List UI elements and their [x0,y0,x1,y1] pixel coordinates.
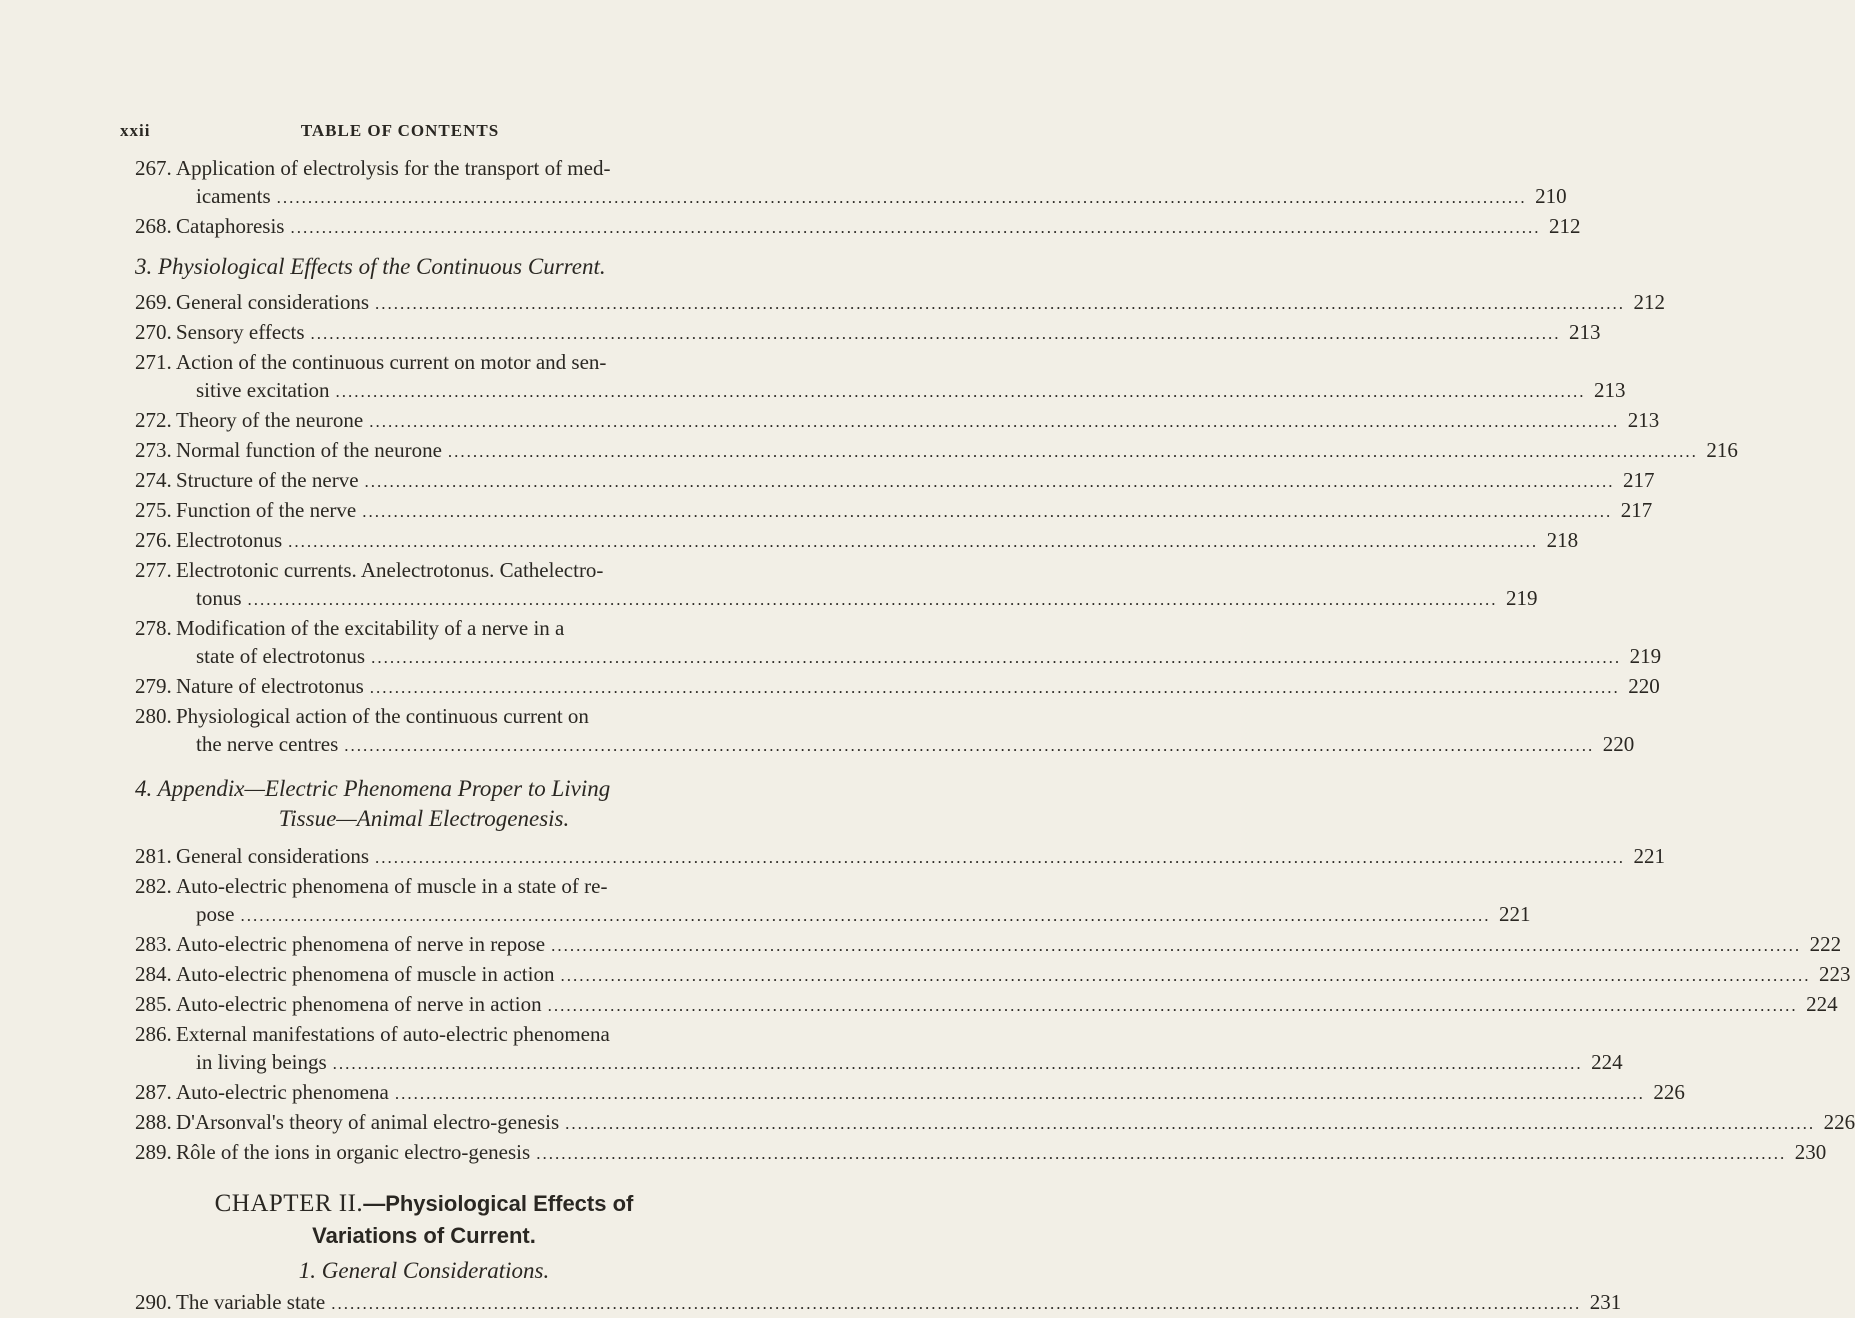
toc-entry [135,348,1626,406]
entry-last-line [135,496,1653,526]
entry-last-line [135,584,1538,614]
toc-list-section-2-end [135,154,1581,242]
entry-last-line [135,406,1660,436]
dot-leader: ........................................................................................................................................................................................................ [560,966,1811,985]
toc-list-section-4 [135,842,1855,1168]
entry-title: Nature of electrotonus [176,674,364,698]
entry-title: Auto-electric phenomena [176,1080,389,1104]
entry-number: 268. [135,214,172,238]
entry-page-number: 219 [1629,644,1662,668]
toc-entry [135,1020,1623,1078]
section-heading-3 [135,252,713,282]
dot-leader: ........................................................................................................................................................................................................ [551,936,1802,955]
entry-number: 283. [135,932,172,956]
entry-page-number: 230 [1794,1140,1827,1164]
dot-leader: ........................................................................................................................................................................................................ [310,324,1561,343]
entry-title: The variable state [176,1290,326,1314]
entry-last-line [135,288,1666,318]
dot-leader: ........................................................................................................................................................................................................ [375,294,1626,313]
entry-number: 286. [135,1022,172,1046]
entry-page-number: 231 [1589,1290,1622,1314]
entry-title: General considerations [176,290,370,314]
entry-last-line [135,1048,1623,1078]
dot-leader: ........................................................................................................................................................................................................ [247,590,1498,609]
dot-leader: ........................................................................................................................................................................................................ [447,442,1698,461]
entry-title: D'Arsonval's theory of animal electro-genesis [176,1110,560,1134]
entry-page-number: 226 [1823,1110,1855,1134]
section-title: Physiological Effects of the Continuous Current. [158,254,606,279]
page-number: xxii [120,121,151,140]
entry-last-line [135,466,1655,496]
entry-title: sitive excitation [196,378,330,402]
dot-leader: ........................................................................................................................................................................................................ [371,648,1622,667]
entry-last-line [135,900,1531,930]
dot-leader: ........................................................................................................................................................................................................ [290,218,1541,237]
dot-leader: ........................................................................................................................................................................................................ [344,736,1595,755]
toc-entry [135,436,1738,466]
entry-last-line [135,730,1635,760]
toc-entry [135,212,1581,242]
entry-title: General considerations [176,844,370,868]
entry-number: 270. [135,320,172,344]
entry-title: the nerve centres [196,732,339,756]
dot-leader: ........................................................................................................................................................................................................ [375,848,1626,867]
toc-list-chapter-2 [135,1288,1622,1318]
toc-entry [135,672,1660,702]
section-title-line1: Appendix—Electric Phenomena Proper to Living [157,776,611,801]
dot-leader: ........................................................................................................................................................................................................ [276,188,1527,207]
entry-number: 274. [135,468,172,492]
entry-text-line: Modification of the excitability of a nerve in a [176,616,565,640]
entry-page-number: 222 [1809,932,1842,956]
dot-leader: ........................................................................................................................................................................................................ [565,1114,1816,1133]
entry-last-line [135,1288,1622,1318]
entry-last-line [135,642,1662,672]
entry-number: 269. [135,290,172,314]
entry-page-number: 219 [1506,586,1538,610]
entry-number: 273. [135,438,172,462]
entry-page-number: 221 [1633,844,1666,868]
entry-number: 290. [135,1290,172,1314]
entry-title: tonus [196,586,242,610]
toc-entry [135,466,1655,496]
entry-page-number: 220 [1628,674,1660,698]
entry-number: 276. [135,528,172,552]
entry-page-number: 224 [1591,1050,1623,1074]
entry-number: 279. [135,674,172,698]
section-title: General Considerations. [321,1258,550,1283]
entry-page-number: 210 [1535,184,1567,208]
entry-page-number: 212 [1633,290,1666,314]
dot-leader: ........................................................................................................................................................................................................ [536,1144,1787,1163]
entry-page-number: 224 [1806,992,1838,1016]
chapter-title-a: —Physiological Effects of [363,1191,634,1216]
entry-title: in living beings [196,1050,327,1074]
entry-page-number: 217 [1620,498,1653,522]
entry-number: 275. [135,498,172,522]
entry-title: Function of the nerve [176,498,357,522]
toc-entry [135,288,1666,318]
entry-last-line [135,526,1579,556]
entry-number: 285. [135,992,172,1016]
entry-page-number: 213 [1594,378,1626,402]
entry-title: Structure of the nerve [176,468,359,492]
entry-text-line: Auto-electric phenomena of muscle in a state of re- [176,874,608,898]
page-header [120,121,680,151]
entry-page-number: 217 [1623,468,1655,492]
toc-entry [135,960,1851,990]
entry-title: Cataphoresis [176,214,285,238]
section-heading-1 [135,1256,713,1286]
toc-entry [135,318,1601,348]
entry-page-number: 213 [1569,320,1601,344]
entry-last-line [135,960,1851,990]
toc-entry [135,406,1660,436]
entry-title: Rôle of the ions in organic electro-genesis [176,1140,531,1164]
entry-number: 288. [135,1110,172,1134]
entry-last-line [135,318,1601,348]
entry-page-number: 216 [1706,438,1738,462]
toc-content [135,154,1855,1318]
running-title: TABLE OF CONTENTS [300,121,500,140]
entry-last-line [135,930,1842,960]
entry-last-line [135,436,1738,466]
entry-page-number: 218 [1546,528,1579,552]
entry-page-number: 213 [1627,408,1660,432]
toc-entry [135,526,1579,556]
entry-number: 287. [135,1080,172,1104]
entry-page-number: 221 [1499,902,1531,926]
entry-title: Normal function of the neurone [176,438,442,462]
toc-entry [135,842,1666,872]
entry-title: Auto-electric phenomena of nerve in action [176,992,542,1016]
toc-list-section-3 [135,288,1738,760]
entry-text-line: Application of electrolysis for the transport of med- [176,156,611,180]
entry-title: icaments [196,184,271,208]
dot-leader: ........................................................................................................................................................................................................ [547,996,1798,1015]
section-heading-4 [135,774,713,834]
toc-entry [135,990,1838,1020]
entry-last-line [135,1108,1855,1138]
entry-text-line: External manifestations of auto-electric phenomena [176,1022,610,1046]
chapter-title-b: Variations of Current. [312,1223,536,1248]
entry-number: 281. [135,844,172,868]
entry-number: 284. [135,962,172,986]
dot-leader: ........................................................................................................................................................................................................ [331,1294,1582,1313]
dot-leader: ........................................................................................................................................................................................................ [394,1084,1645,1103]
entry-number: 277. [135,558,172,582]
entry-last-line [135,1138,1827,1168]
entry-title: Electrotonus [176,528,283,552]
chapter-label: CHAPTER II. [214,1190,364,1217]
entry-last-line [135,672,1660,702]
chapter-heading [135,1188,713,1252]
entry-last-line [135,842,1666,872]
dot-leader: ........................................................................................................................................................................................................ [364,472,1615,491]
entry-title: Auto-electric phenomena of nerve in repose [176,932,546,956]
dot-leader: ........................................................................................................................................................................................................ [362,502,1613,521]
toc-entry [135,702,1635,760]
section-number: 4. [135,776,153,801]
entry-last-line [135,212,1581,242]
toc-entry [135,1078,1685,1108]
entry-title: state of electrotonus [196,644,366,668]
entry-last-line [135,182,1567,212]
toc-entry [135,614,1662,672]
dot-leader: ........................................................................................................................................................................................................ [240,906,1491,925]
entry-page-number: 226 [1653,1080,1685,1104]
entry-last-line [135,1078,1685,1108]
entry-title: pose [196,902,235,926]
toc-entry [135,1108,1855,1138]
entry-number: 278. [135,616,172,640]
toc-entry [135,1288,1622,1318]
entry-number: 280. [135,704,172,728]
entry-page-number: 212 [1548,214,1581,238]
entry-number: 272. [135,408,172,432]
entry-page-number: 223 [1818,962,1851,986]
entry-title: Sensory effects [176,320,305,344]
dot-leader: ........................................................................................................................................................................................................ [288,532,1539,551]
entry-last-line [135,376,1626,406]
toc-entry [135,556,1538,614]
entry-last-line [135,990,1838,1020]
section-title-line2: Tissue—Animal Electrogenesis. [278,806,570,831]
dot-leader: ........................................................................................................................................................................................................ [369,678,1620,697]
entry-title: Auto-electric phenomena of muscle in action [176,962,555,986]
toc-entry [135,1138,1827,1168]
section-number: 1. [298,1258,317,1283]
entry-page-number: 220 [1602,732,1635,756]
entry-title: Theory of the neurone [176,408,364,432]
entry-number: 282. [135,874,172,898]
toc-entry [135,496,1653,526]
entry-text-line: Physiological action of the continuous current on [176,704,589,728]
entry-text-line: Electrotonic currents. Anelectrotonus. Cathelectro- [176,558,604,582]
entry-text-line: Action of the continuous current on motor and sen- [176,350,607,374]
toc-entry [135,872,1531,930]
toc-entry [135,154,1567,212]
dot-leader: ........................................................................................................................................................................................................ [335,382,1586,401]
entry-number: 271. [135,350,172,374]
toc-entry [135,930,1842,960]
entry-number: 267. [135,156,172,180]
dot-leader: ........................................................................................................................................................................................................ [332,1054,1583,1073]
section-number: 3. [135,254,153,279]
entry-number: 289. [135,1140,172,1164]
dot-leader: ........................................................................................................................................................................................................ [369,412,1620,431]
